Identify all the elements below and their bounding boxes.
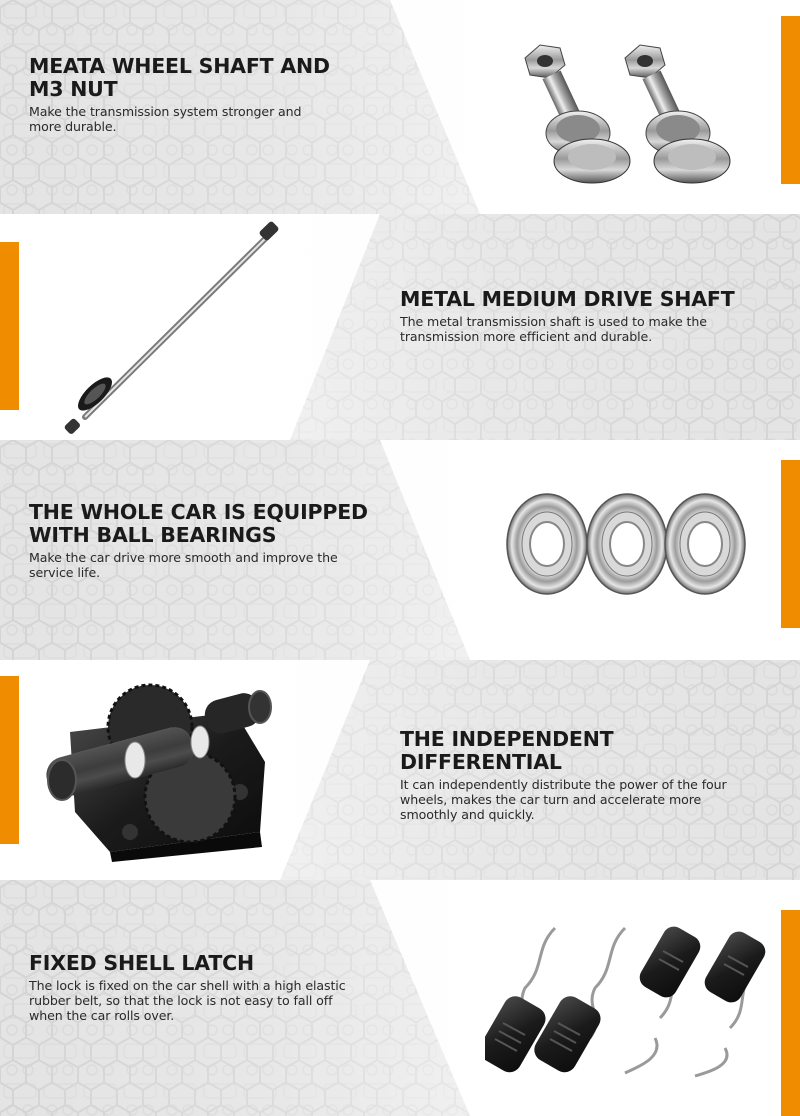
accent-bar — [0, 676, 19, 844]
drive-shaft-icon — [55, 219, 290, 439]
differential-gearbox-icon — [40, 672, 275, 862]
feature-title: METAL MEDIUM DRIVE SHAFT — [400, 287, 735, 311]
feature-title: THE INDEPENDENT DIFFERENTIAL — [400, 727, 614, 774]
accent-bar — [781, 460, 800, 628]
accent-bar — [781, 910, 800, 1116]
feature-section-differential — [0, 660, 800, 880]
feature-section-wheel-shaft — [0, 0, 800, 214]
ball-bearing-icon — [505, 492, 750, 602]
feature-title: MEATA WHEEL SHAFT AND M3 NUT — [29, 54, 330, 101]
feature-title: FIXED SHELL LATCH — [29, 951, 254, 975]
feature-description: The lock is fixed on the car shell with a high elastic rubber belt, so that the lock is not easy to fall off when the car rolls over. — [29, 978, 346, 1023]
feature-description: It can independently distribute the power of the four wheels, makes the car turn and accelerate more smoothly and quickly. — [400, 777, 727, 822]
shell-latch-clip-icon — [485, 918, 775, 1078]
feature-description: Make the car drive more smooth and improve the service life. — [29, 550, 338, 580]
feature-section-ball-bearings — [0, 440, 800, 660]
feature-section-drive-shaft — [0, 214, 800, 440]
accent-bar — [781, 16, 800, 184]
feature-description: The metal transmission shaft is used to make the transmission more efficient and durable. — [400, 314, 707, 344]
feature-section-shell-latch — [0, 880, 800, 1116]
wheel-shaft-and-nut-icon — [500, 25, 750, 195]
feature-title: THE WHOLE CAR IS EQUIPPED WITH BALL BEARINGS — [29, 500, 368, 547]
feature-description: Make the transmission system stronger and more durable. — [29, 104, 302, 134]
accent-bar — [0, 242, 19, 410]
